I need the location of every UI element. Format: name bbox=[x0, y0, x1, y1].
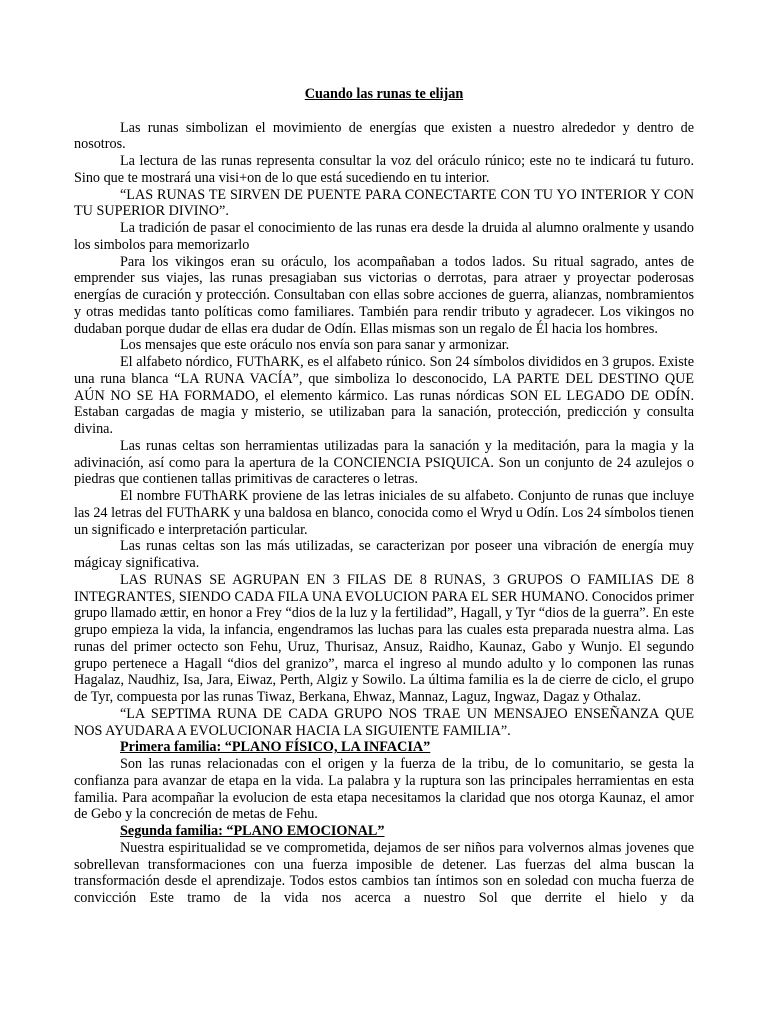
document-title: Cuando las runas te elijan bbox=[304, 86, 464, 102]
paragraph: Las runas celtas son herramientas utilizadas para la sanación y la meditación, para la magia y la adivinación, así como para la apertura de la CONCIENCIA PSIQUICA. Son un conjunto de 24 azulejos o piedras que contienen tallas primitivas de caracteres o letras. bbox=[74, 437, 694, 488]
paragraph: La tradición de pasar el conocimiento de las runas era desde la druida al alumno oralmente y usando los simbolos para memorizarlo bbox=[74, 220, 694, 253]
document-page bbox=[74, 86, 694, 907]
paragraph: Nuestra espiritualidad se ve comprometida, dejamos de ser niños para volvernos almas jovenes que sobrellevan transformaciones con una fuerza imposible de detener. Las fuerzas del alma buscan la transformación desde el aprendizaje. Todos estos cambios tan íntimos son en soledad con mucha fuerza de convicción Este tramo de la vida nos acerca a nuestro Sol que derrite el hielo y da bbox=[74, 839, 694, 906]
paragraph: “LAS RUNAS TE SIRVEN DE PUENTE PARA CONECTARTE CON TU YO INTERIOR Y CON TU SUPERIOR DIVINO”. bbox=[74, 186, 694, 220]
paragraph: Las runas celtas son las más utilizadas, se caracterizan por poseer una vibración de energía muy mágicay significativa. bbox=[74, 538, 694, 571]
section-heading-segunda-familia: Segunda familia: “PLANO EMOCIONAL” bbox=[120, 823, 385, 839]
paragraph: El nombre FUThARK proviene de las letras iniciales de su alfabeto. Conjunto de runas que incluye las 24 letras del FUThARK y una baldosa en blanco, conocida como el Wryd u Odín. Los 24 símbolos tienen un significado e interpretación particular. bbox=[74, 488, 694, 538]
paragraph: Para los vikingos eran su oráculo, los acompañaban a todos lados. Su ritual sagrado, antes de emprender sus viajes, las runas presagiaban sus victorias o derrotas, para atraer y proyectar poderosas energías de curación y protección. Consultaban con ellas sobre acciones de guerra, alianzas, nombramientos y otras medidas tanto políticas como familiares. También para rendir tributo y agradecer. Los vikingos no dudaban porque dudar de ellas era dudar de Odín. Ellas mismas son un regalo de Él hacia los hombres. bbox=[74, 253, 694, 337]
paragraph: “LA SEPTIMA RUNA DE CADA GRUPO NOS TRAE UN MENSAJEO ENSEÑANZA QUE NOS AYUDARA A EVOLUCIONAR HACIA LA SIGUIENTE FAMILIA”. bbox=[74, 705, 694, 739]
paragraph: LAS RUNAS SE AGRUPAN EN 3 FILAS DE 8 RUNAS, 3 GRUPOS O FAMILIAS DE 8 INTEGRANTES, SIENDO CADA FILA UNA EVOLUCION PARA EL SER HUMANO. Conocidos primer grupo llamado ættir, en honor a Frey “dios de la luz y la fertilidad”, Hagall, y Tyr “dios de la guerra”. En este grupo empieza la vida, la infancia, engendramos las luchas para las cuales esta preparada nuestra alma. Las runas del primer octecto son Fehu, Uruz, Thurisaz, Ansuz, Raidho, Kaunaz, Gabo y Wunjo. El segundo grupo pertenece a Hagall “dios del granizo”, marca el ingreso al mundo adulto y lo componen las runas Hagalaz, Naudhiz, Isa, Jara, Eiwaz, Perth, Algiz y Sowilo. La última familia es la de cierre de ciclo, el grupo de Tyr, compuesta por las runas Tiwaz, Berkana, Ehwaz, Mannaz, Laguz, Ingwaz, Dagaz y Othalaz. bbox=[74, 571, 694, 705]
section-heading-primera-familia: Primera familia: “PLANO FÍSICO, LA INFACIA” bbox=[120, 739, 431, 756]
paragraph: Son las runas relacionadas con el origen y la fuerza de la tribu, de lo comunitario, se gesta la confianza para avanzar de etapa en la vida. La palabra y la ruptura son las principales herramientas en esta familia. Para acompañar la evolucion de esta etapa necesitamos la claridad que nos otorga Kaunaz, el amor de Gebo y la concreción de metas de Fehu. bbox=[74, 756, 694, 823]
paragraph: Los mensajes que este oráculo nos envía son para sanar y armonizar. bbox=[120, 337, 510, 354]
paragraph: Las runas simbolizan el movimiento de energías que existen a nuestro alrededor y dentro de nosotros. bbox=[74, 119, 694, 153]
paragraph: El alfabeto nórdico, FUThARK, es el alfabeto rúnico. Son 24 símbolos divididos en 3 grupos. Existe una runa blanca “LA RUNA VACÍA”, que simboliza lo desconocido, LA PARTE DEL DESTINO QUE AÚN NO SE HA FORMADO, el elemento kármico. Las runas nórdicas SON EL LEGADO DE ODÍN. Estaban cargadas de magia y misterio, se utilizaban para la sanación, protección, predicción y consulta divina. bbox=[74, 354, 694, 437]
paragraph: La lectura de las runas representa consultar la voz del oráculo rúnico; este no te indicará tu futuro. Sino que te mostrará una visi+on de lo que está sucediendo en tu interior. bbox=[74, 153, 694, 186]
